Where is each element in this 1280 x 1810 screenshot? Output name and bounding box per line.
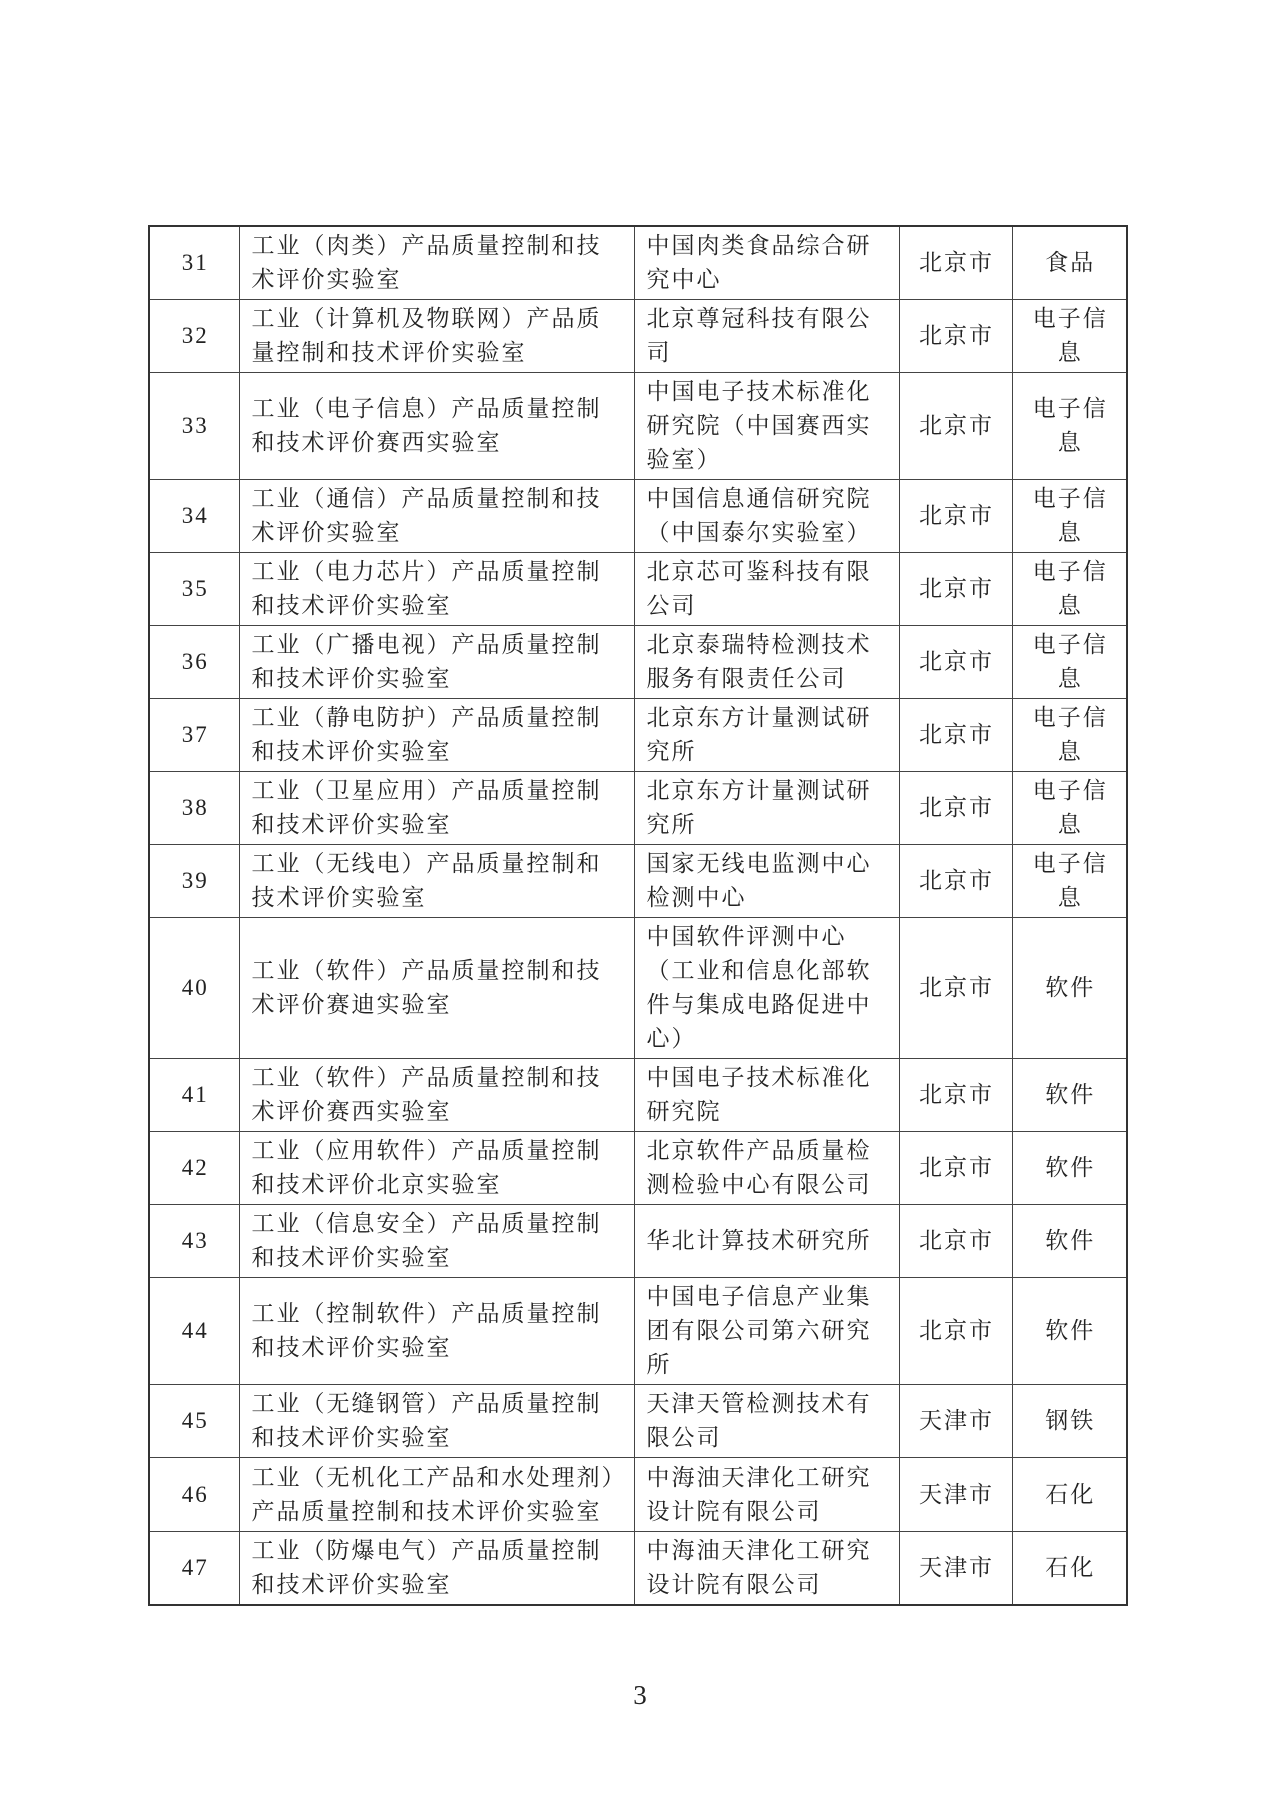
industry: 电子信息: [1012, 553, 1127, 626]
table-row: [149, 1385, 1127, 1458]
host-organization: 华北计算技术研究所: [634, 1205, 899, 1278]
industry: 电子信息: [1012, 480, 1127, 553]
lab-name: 工业（通信）产品质量控制和技术评价实验室: [239, 480, 634, 553]
industry: 电子信息: [1012, 699, 1127, 772]
table-row: [149, 553, 1127, 626]
row-number: 40: [149, 918, 239, 1059]
row-number: 38: [149, 772, 239, 845]
industry: 软件: [1012, 1205, 1127, 1278]
host-organization: 中国软件评测中心（工业和信息化部软件与集成电路促进中心）: [634, 918, 899, 1059]
table-row: [149, 1059, 1127, 1132]
city: 北京市: [899, 918, 1012, 1059]
host-organization: 中国电子技术标准化研究院: [634, 1059, 899, 1132]
industry: 电子信息: [1012, 772, 1127, 845]
industry: 软件: [1012, 1059, 1127, 1132]
row-number: 34: [149, 480, 239, 553]
industry: 石化: [1012, 1458, 1127, 1532]
row-number: 31: [149, 226, 239, 300]
row-number: 32: [149, 300, 239, 373]
table-row: [149, 1205, 1127, 1278]
table-row: [149, 1532, 1127, 1606]
host-organization: 北京芯可鉴科技有限公司: [634, 553, 899, 626]
lab-name: 工业（无缝钢管）产品质量控制和技术评价实验室: [239, 1385, 634, 1458]
lab-list-table: [148, 225, 1128, 1606]
lab-name: 工业（广播电视）产品质量控制和技术评价实验室: [239, 626, 634, 699]
host-organization: 天津天管检测技术有限公司: [634, 1385, 899, 1458]
city: 北京市: [899, 226, 1012, 300]
city: 北京市: [899, 1205, 1012, 1278]
city: 北京市: [899, 772, 1012, 845]
table-row: [149, 1132, 1127, 1205]
row-number: 33: [149, 373, 239, 480]
row-number: 41: [149, 1059, 239, 1132]
lab-name: 工业（控制软件）产品质量控制和技术评价实验室: [239, 1278, 634, 1385]
row-number: 47: [149, 1532, 239, 1606]
host-organization: 北京泰瑞特检测技术服务有限责任公司: [634, 626, 899, 699]
lab-name: 工业（无机化工产品和水处理剂）产品质量控制和技术评价实验室: [239, 1458, 634, 1532]
industry: 石化: [1012, 1532, 1127, 1606]
industry: 食品: [1012, 226, 1127, 300]
row-number: 42: [149, 1132, 239, 1205]
host-organization: 中国电子信息产业集团有限公司第六研究所: [634, 1278, 899, 1385]
city: 北京市: [899, 626, 1012, 699]
industry: 软件: [1012, 918, 1127, 1059]
city: 北京市: [899, 845, 1012, 918]
table-row: [149, 1278, 1127, 1385]
row-number: 46: [149, 1458, 239, 1532]
row-number: 44: [149, 1278, 239, 1385]
city: 北京市: [899, 1132, 1012, 1205]
city: 天津市: [899, 1532, 1012, 1606]
table-row: [149, 772, 1127, 845]
host-organization: 中海油天津化工研究设计院有限公司: [634, 1532, 899, 1606]
table-row: [149, 300, 1127, 373]
city: 北京市: [899, 480, 1012, 553]
host-organization: 北京东方计量测试研究所: [634, 772, 899, 845]
city: 天津市: [899, 1385, 1012, 1458]
host-organization: 北京软件产品质量检测检验中心有限公司: [634, 1132, 899, 1205]
row-number: 43: [149, 1205, 239, 1278]
lab-name: 工业（防爆电气）产品质量控制和技术评价实验室: [239, 1532, 634, 1606]
host-organization: 北京尊冠科技有限公司: [634, 300, 899, 373]
lab-name: 工业（软件）产品质量控制和技术评价赛西实验室: [239, 1059, 634, 1132]
industry: 软件: [1012, 1132, 1127, 1205]
lab-name: 工业（信息安全）产品质量控制和技术评价实验室: [239, 1205, 634, 1278]
page-number: 3: [633, 1680, 647, 1710]
lab-name: 工业（应用软件）产品质量控制和技术评价北京实验室: [239, 1132, 634, 1205]
host-organization: 中国信息通信研究院（中国泰尔实验室）: [634, 480, 899, 553]
table-row: [149, 226, 1127, 300]
lab-list-page: [148, 225, 1126, 1606]
industry: 电子信息: [1012, 300, 1127, 373]
lab-name: 工业（电子信息）产品质量控制和技术评价赛西实验室: [239, 373, 634, 480]
host-organization: 中国电子技术标准化研究院（中国赛西实验室）: [634, 373, 899, 480]
host-organization: 北京东方计量测试研究所: [634, 699, 899, 772]
industry: 软件: [1012, 1278, 1127, 1385]
table-row: [149, 373, 1127, 480]
table-row: [149, 626, 1127, 699]
row-number: 36: [149, 626, 239, 699]
city: 北京市: [899, 1278, 1012, 1385]
city: 北京市: [899, 373, 1012, 480]
industry: 电子信息: [1012, 845, 1127, 918]
city: 北京市: [899, 1059, 1012, 1132]
lab-name: 工业（电力芯片）产品质量控制和技术评价实验室: [239, 553, 634, 626]
lab-name: 工业（卫星应用）产品质量控制和技术评价实验室: [239, 772, 634, 845]
table-row: [149, 699, 1127, 772]
row-number: 35: [149, 553, 239, 626]
industry: 电子信息: [1012, 626, 1127, 699]
host-organization: 中海油天津化工研究设计院有限公司: [634, 1458, 899, 1532]
host-organization: 国家无线电监测中心检测中心: [634, 845, 899, 918]
row-number: 39: [149, 845, 239, 918]
industry: 钢铁: [1012, 1385, 1127, 1458]
lab-name: 工业（软件）产品质量控制和技术评价赛迪实验室: [239, 918, 634, 1059]
lab-name: 工业（静电防护）产品质量控制和技术评价实验室: [239, 699, 634, 772]
city: 北京市: [899, 553, 1012, 626]
lab-name: 工业（无线电）产品质量控制和技术评价实验室: [239, 845, 634, 918]
city: 北京市: [899, 699, 1012, 772]
table-row: [149, 918, 1127, 1059]
host-organization: 中国肉类食品综合研究中心: [634, 226, 899, 300]
table-row: [149, 480, 1127, 553]
table-row: [149, 1458, 1127, 1532]
table-body: [149, 226, 1127, 1605]
row-number: 37: [149, 699, 239, 772]
city: 天津市: [899, 1458, 1012, 1532]
table-row: [149, 845, 1127, 918]
row-number: 45: [149, 1385, 239, 1458]
industry: 电子信息: [1012, 373, 1127, 480]
lab-name: 工业（肉类）产品质量控制和技术评价实验室: [239, 226, 634, 300]
city: 北京市: [899, 300, 1012, 373]
lab-name: 工业（计算机及物联网）产品质量控制和技术评价实验室: [239, 300, 634, 373]
